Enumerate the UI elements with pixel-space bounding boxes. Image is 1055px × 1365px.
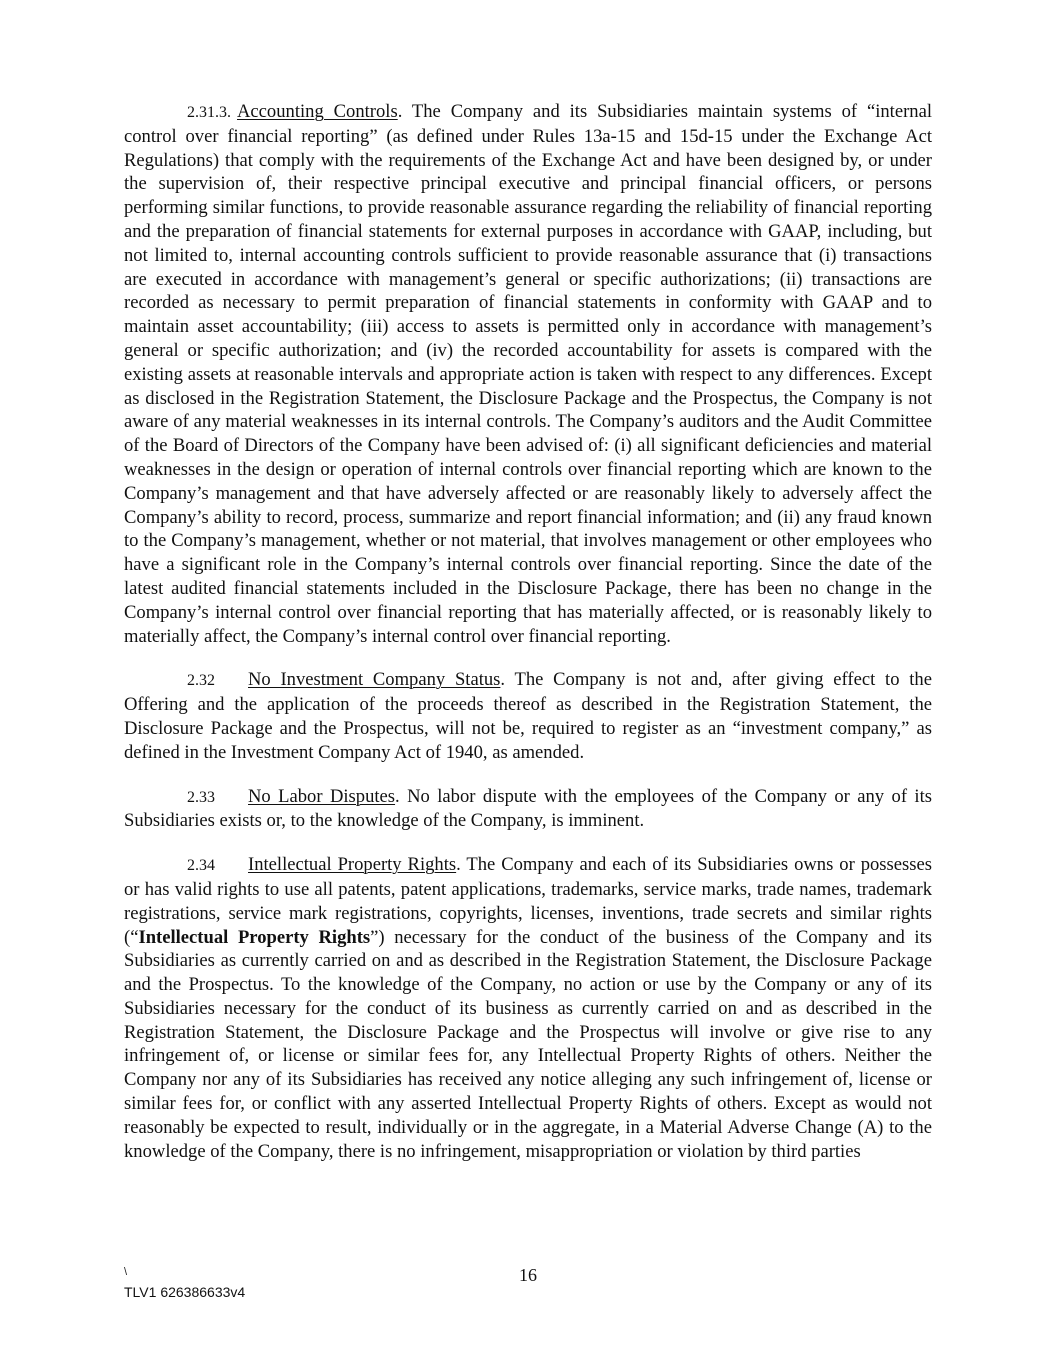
section-2-33: [124, 785, 932, 834]
section-number: 2.31.3.: [187, 104, 231, 121]
section-number: 2.33: [187, 788, 215, 806]
defined-term: Intellectual Property Rights: [138, 926, 371, 948]
section-number: 2.32: [187, 672, 215, 690]
section-heading: Accounting Controls: [237, 101, 398, 122]
footer-slash: \: [124, 1266, 128, 1278]
section-heading: No Labor Disputes: [248, 785, 396, 807]
section-body: . The Company is not and, after giving effect to the Offering and the application of the proceeds thereof as described in the Registration Statement, the Disclosure Package and the Prospectus, will not be, required to register as an “investment company,” as defined in the Investment Company Act of 1940, as amended.: [124, 669, 932, 763]
section-body-part-2: ”) necessary for the conduct of the business of the Company and its Subsidiaries as currently carried on and as described in the Registration Statement, the Disclosure Package and the Prospectus. To the knowledge of the Company, no action or use by the Company or any of its Subsidiaries necessary for the conduct of its business as currently carried on and as described in the Registration Statement, the Disclosure Package and the Prospectus will involve or give rise to any infringement of, or license or similar fees for, any Intellectual Property Rights of others. Neither the Company nor any of its Subsidiaries has received any notice alleging any such infringement of, license or similar fees for, or conflict with any asserted Intellectual Property Rights of others. Except as would not reasonably be expected to result, individually or in the aggregate, in a Material Adverse Change (A) to the knowledge of the Company, there is no infringement, misappropriation or violation by third parties: [124, 926, 932, 1162]
section-heading: No Investment Company Status: [248, 669, 501, 691]
section-body-part-1: . The Company and each of its Subsidiaries owns or possesses or has valid rights to use all patents, patent applications, trademarks, service marks, trade names, trademark registrations, service mark registrations, copyrights, licenses, inventions, trade secrets and similar rights (“: [124, 854, 932, 948]
document-page: [124, 100, 932, 1163]
section-heading: Intellectual Property Rights: [248, 854, 457, 876]
section-body: . The Company and its Subsidiaries maintain systems of “internal control over financial reporting” (as defined under Rules 13a-15 and 15d-15 under the Exchange Act Regulations) that comply with the requirements of the Exchange Act and have been designed by, or under the supervision of, their respective principal executive and principal financial officers, or persons performing similar functions, to provide reasonable assurance regarding the reliability of financial reporting and the preparation of financial statements for external purposes in accordance with GAAP, including, but not limited to, internal accounting controls sufficient to provide reasonable assurance that (i) transactions are executed in accordance with management’s general or specific authorizations; (ii) transactions are recorded as necessary to permit preparation of financial statements in conformity with GAAP and to maintain asset accountability; (iii) access to assets is permitted only in accordance with management’s general or specific authorization; and (iv) the recorded accountability for assets is compared with the existing assets at reasonable intervals and appropriate action is taken with respect to any differences. Except as disclosed in the Registration Statement, the Disclosure Package and the Prospectus, the Company is not aware of any material weaknesses in its internal controls. The Company’s auditors and the Audit Committee of the Board of Directors of the Company have been advised of: (i) all significant deficiencies and material weaknesses in the design or operation of internal controls over financial reporting which are known to the Company’s management and that have adversely affected or are reasonably likely to adversely affect the Company’s ability to record, process, summarize and report financial information; and (ii) any fraud known to the Company’s management, whether or not material, that involves management or other employees who have a significant role in the Company’s internal controls over financial reporting. Since the date of the latest audited financial statements included in the Disclosure Package, there has been no change in the Company’s internal control over financial reporting that has materially affected, or is reasonably likely to materially affect, the Company’s internal control over financial reporting.: [124, 101, 933, 647]
document-id: TLV1 626386633v4: [124, 1284, 246, 1300]
page-number: 16: [519, 1265, 537, 1285]
section-number: 2.34: [187, 857, 215, 875]
section-2-34: [124, 853, 932, 1163]
section-2-32: [124, 668, 932, 764]
section-body: . No labor dispute with the employees of the Company or any of its Subsidiaries exists or, to the knowledge of the Company, is imminent.: [124, 785, 933, 832]
section-2-31-3: [124, 100, 932, 648]
